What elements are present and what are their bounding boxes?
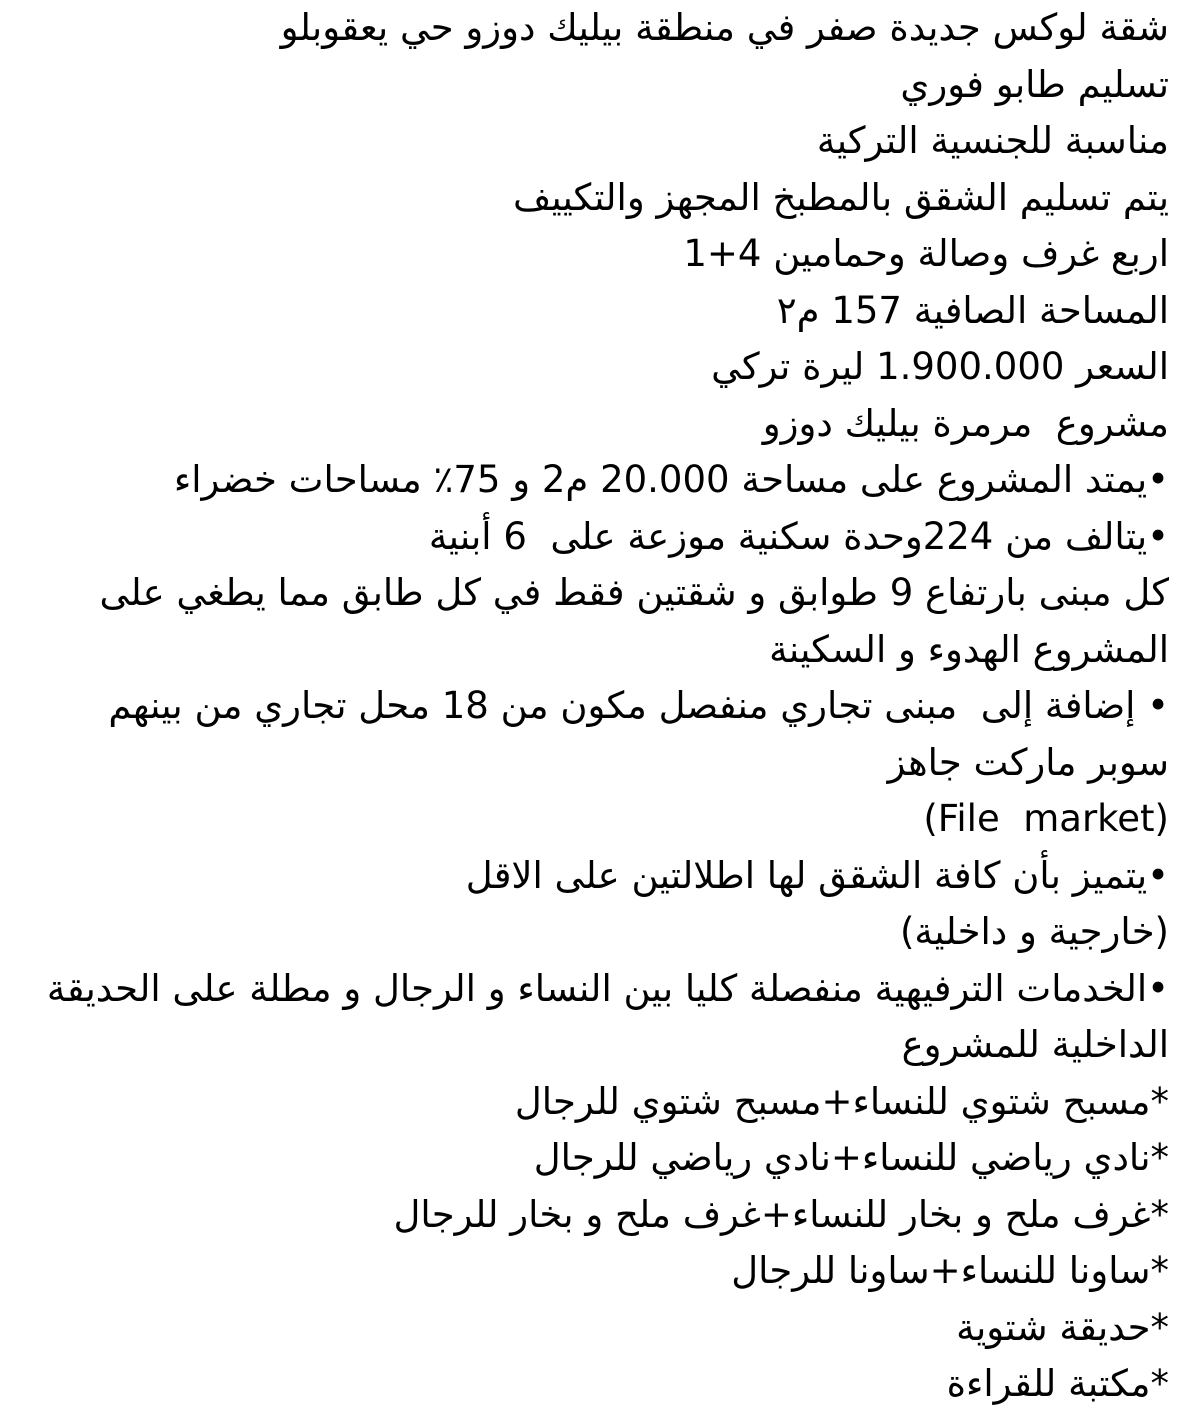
project-name-line: مشروع مرمرة بيليك دوزو bbox=[762, 401, 1169, 445]
price-line: السعر 1.900.000 ليرة تركي bbox=[711, 345, 1169, 388]
floors-line: كل مبنى بارتفاع 9 طوابق و شقتين فقط في كل طابق مما يطغي على المشروع الهدوء و السكينة bbox=[87, 571, 1169, 671]
amenity-salt-steam: *غرف ملح و بخار للنساء+غرف ملح و بخار للرجال bbox=[393, 1192, 1169, 1236]
rooms-line: اربع غرف وصالة وحمامين 4+1 bbox=[683, 232, 1169, 275]
amenity-sauna: *ساونا للنساء+ساونا للرجال bbox=[731, 1249, 1169, 1292]
amenities-bullet: •الخدمات الترفيهية منفصلة كليا بين النساء و الرجال و مطلة على الحديقة الداخلية للمشروع bbox=[35, 966, 1169, 1066]
commercial-bullet: • إضافة إلى مبنى تجاري منفصل مكون من 18 محل تجاري من بينهم سوبر ماركت جاهز bbox=[96, 684, 1169, 784]
listing-title: شقة لوكس جديدة صفر في منطقة بيليك دوزو حي يعقوبلو bbox=[280, 6, 1169, 49]
views-bullet: •يتميز بأن كافة الشقق لها اطلالتين على الاقل bbox=[465, 853, 1169, 897]
area-line: المساحة الصافية 157 م٢ bbox=[776, 288, 1169, 332]
views-detail-line: (خارجية و داخلية) bbox=[899, 910, 1169, 953]
project-area-bullet: •يمتد المشروع على مساحة 20.000 م2 و 75٪ مساحات خضراء bbox=[173, 458, 1169, 501]
amenity-gym: *نادي رياضي للنساء+نادي رياضي للرجال bbox=[533, 1136, 1169, 1179]
title-deed-line: تسليم طابو فوري bbox=[900, 62, 1169, 106]
amenity-pool: *مسبح شتوي للنساء+مسبح شتوي للرجال bbox=[514, 1079, 1169, 1123]
citizenship-line: مناسبة للجنسية التركية bbox=[816, 119, 1169, 162]
kitchen-ac-line: يتم تسليم الشقق بالمطبخ المجهز والتكييف bbox=[513, 175, 1169, 219]
amenity-library: *مكتبة للقراءة bbox=[946, 1362, 1169, 1405]
market-name-line: (File market) bbox=[923, 797, 1169, 840]
units-bullet: •يتالف من 224وحدة سكنية موزعة على 6 أبنية bbox=[428, 514, 1169, 558]
amenity-winter-garden: *حديقة شتوية bbox=[956, 1305, 1169, 1349]
listing-text-body bbox=[30, 0, 1169, 1413]
